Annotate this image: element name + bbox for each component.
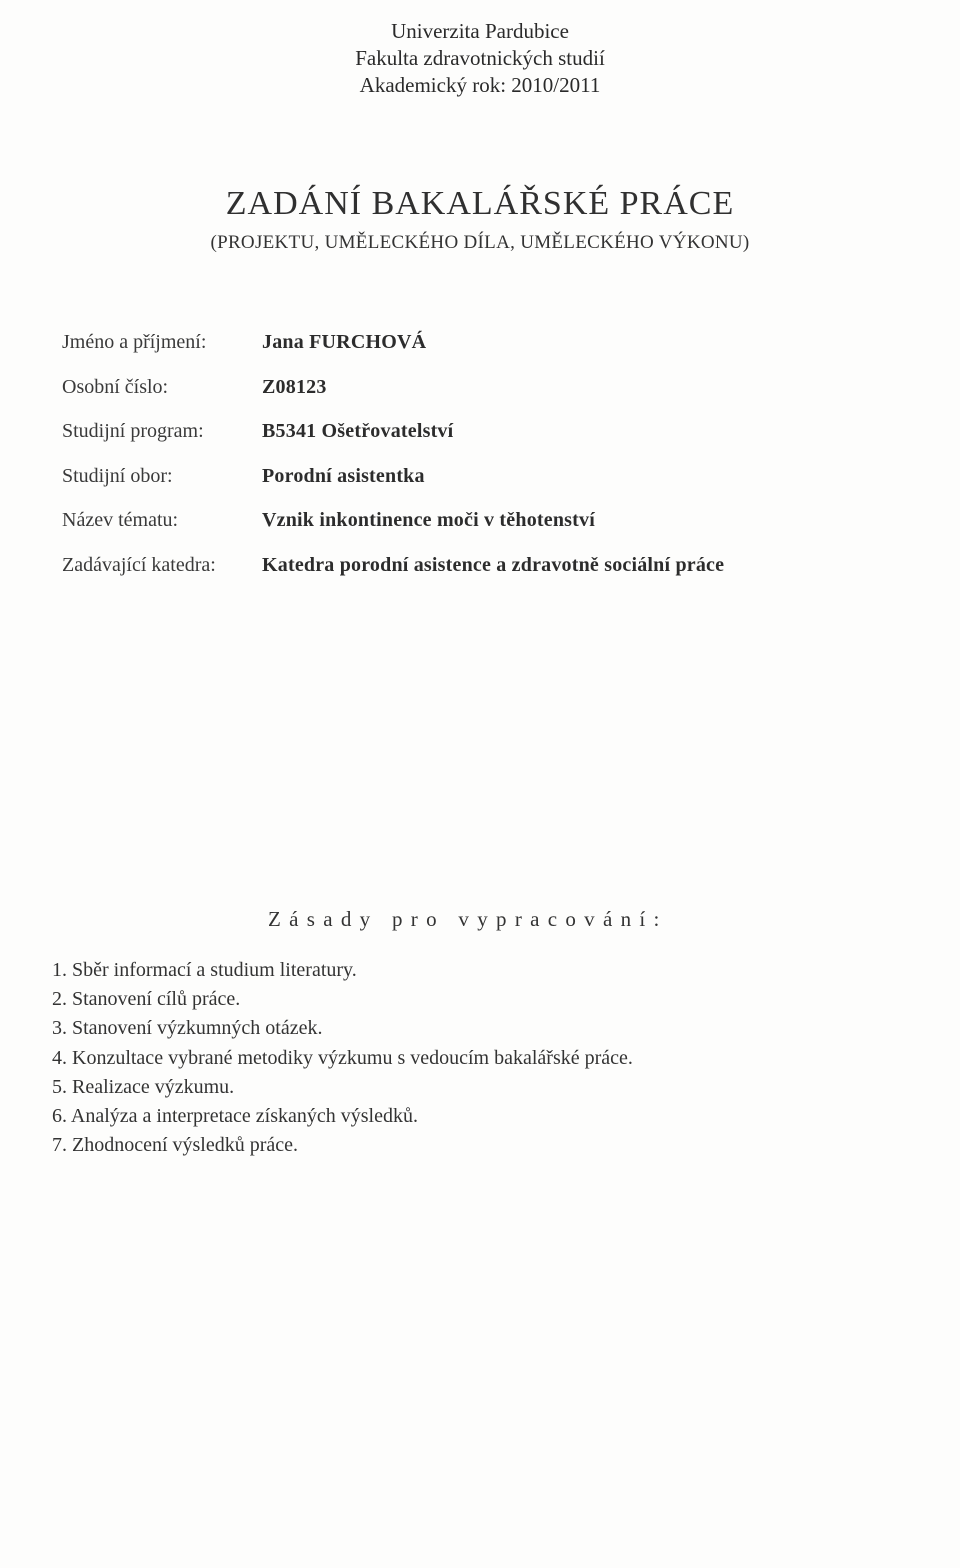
list-item: 7. Zhodnocení výsledků práce. (52, 1134, 299, 1157)
list-item: 5. Realizace výzkumu. (52, 1075, 235, 1098)
title-block (0, 182, 960, 256)
thesis-topic: Vznik inkontinence moči v těhotenství (262, 509, 595, 532)
document-header (0, 18, 960, 99)
study-field: Porodní asistentka (262, 464, 425, 487)
list-item: 2. Stanovení cílů práce. (52, 988, 241, 1011)
faculty-name: Fakulta zdravotnických studií (355, 46, 605, 70)
personal-number: Z08123 (262, 375, 327, 398)
info-label: Zadávající katedra: (62, 553, 216, 576)
study-program: B5341 Ošetřovatelství (262, 420, 454, 443)
page-title: ZADÁNÍ BAKALÁŘSKÉ PRÁCE (225, 185, 735, 222)
university-name: Univerzita Pardubice (391, 19, 569, 43)
academic-year: Akademický rok: 2010/2011 (359, 73, 601, 97)
info-label: Název tématu: (62, 509, 179, 532)
info-label: Osobní číslo: (62, 375, 169, 398)
list-item: 3. Stanovení výzkumných otázek. (52, 1017, 323, 1040)
student-name: Jana FURCHOVÁ (262, 331, 427, 353)
info-label: Studijní program: (62, 420, 204, 443)
page-subtitle: (PROJEKTU, UMĚLECKÉHO DÍLA, UMĚLECKÉHO VÝKONU) (210, 232, 750, 253)
list-item: 6. Analýza a interpretace získaných výsledků. (52, 1105, 418, 1128)
principles-heading: Zásady pro vypracování: (268, 907, 668, 931)
principles-list (52, 956, 633, 1160)
list-item: 4. Konzultace vybrané metodiky výzkumu s vedoucím bakalářské práce. (52, 1046, 633, 1069)
list-item: 1. Sběr informací a studium literatury. (52, 959, 357, 981)
assigning-department: Katedra porodní asistence a zdravotně sociální práce (262, 553, 725, 576)
info-label: Studijní obor: (62, 464, 173, 487)
info-label: Jméno a příjmení: (62, 331, 207, 353)
